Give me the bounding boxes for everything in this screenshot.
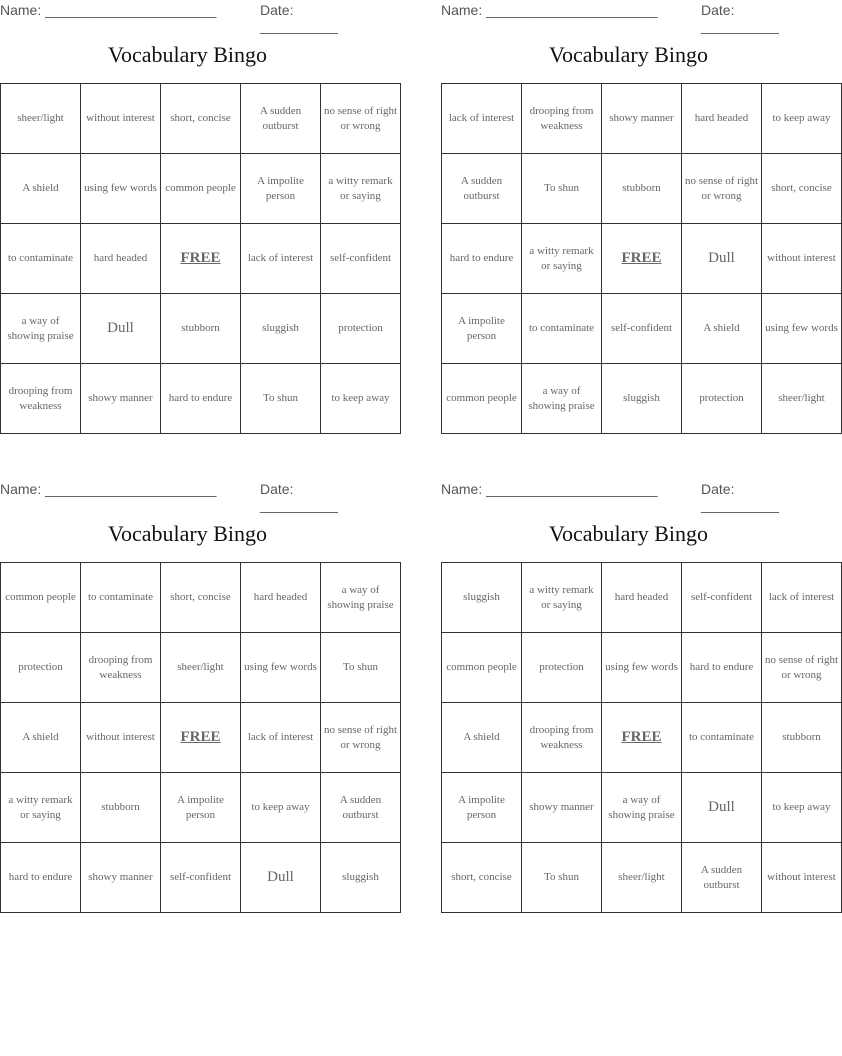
bingo-cell: no sense of right or wrong <box>321 703 401 773</box>
bingo-cell: sheer/light <box>161 633 241 703</box>
bingo-cell: stubborn <box>762 703 842 773</box>
bingo-row <box>1 294 401 364</box>
bingo-card-2 <box>441 0 838 412</box>
bingo-cell: lack of interest <box>442 84 522 154</box>
free-space-cell: FREE <box>602 224 682 294</box>
bingo-cell: hard headed <box>81 224 161 294</box>
bingo-cell: a witty remark or saying <box>321 154 401 224</box>
bingo-cell: To shun <box>241 364 321 434</box>
bingo-row <box>442 364 842 434</box>
card-header <box>441 0 816 34</box>
bingo-cell: A impolite person <box>161 773 241 843</box>
bingo-row <box>442 773 842 843</box>
bingo-row <box>442 703 842 773</box>
name-field-label: Name: ______________________ <box>0 481 217 497</box>
bingo-grid <box>441 562 842 913</box>
bingo-cell: Dull <box>241 843 321 913</box>
bingo-cell: hard to endure <box>442 224 522 294</box>
bingo-grid <box>0 83 401 434</box>
bingo-cell: A sudden outburst <box>241 84 321 154</box>
bingo-cell: A shield <box>1 154 81 224</box>
bingo-cell: a witty remark or saying <box>1 773 81 843</box>
name-field-label: Name: ______________________ <box>441 481 658 497</box>
card-header <box>441 479 816 513</box>
bingo-row <box>442 224 842 294</box>
bingo-cell: drooping from weakness <box>522 84 602 154</box>
bingo-cell: A impolite person <box>442 773 522 843</box>
bingo-cell: stubborn <box>602 154 682 224</box>
bingo-cell: To shun <box>522 154 602 224</box>
bingo-cell: without interest <box>81 84 161 154</box>
bingo-cell: short, concise <box>161 563 241 633</box>
bingo-cell: A impolite person <box>442 294 522 364</box>
bingo-cell: to contaminate <box>522 294 602 364</box>
bingo-cell: to contaminate <box>81 563 161 633</box>
bingo-cell: hard headed <box>602 563 682 633</box>
bingo-cell: A sudden outburst <box>682 843 762 913</box>
bingo-cell: protection <box>321 294 401 364</box>
bingo-row <box>442 154 842 224</box>
date-field-label: Date: __________ <box>701 481 779 513</box>
card-header <box>0 479 375 513</box>
bingo-cell: hard headed <box>241 563 321 633</box>
card-title: Vocabulary Bingo <box>107 521 268 546</box>
bingo-cell: a way of showing praise <box>1 294 81 364</box>
bingo-cell: sheer/light <box>602 843 682 913</box>
bingo-cell: a way of showing praise <box>522 364 602 434</box>
bingo-card-3 <box>0 479 397 885</box>
bingo-cell: protection <box>682 364 762 434</box>
bingo-cell: self-confident <box>602 294 682 364</box>
card-title: Vocabulary Bingo <box>548 42 709 67</box>
bingo-cell: hard to endure <box>161 364 241 434</box>
bingo-cell: sheer/light <box>1 84 81 154</box>
bingo-row <box>1 773 401 843</box>
bingo-cell: no sense of right or wrong <box>762 633 842 703</box>
bingo-cell: A shield <box>442 703 522 773</box>
bingo-cell: to keep away <box>762 84 842 154</box>
bingo-cell: To shun <box>522 843 602 913</box>
bingo-cell: without interest <box>762 843 842 913</box>
bingo-card-1 <box>0 0 397 412</box>
bingo-cell: without interest <box>762 224 842 294</box>
bingo-cell: Dull <box>682 773 762 843</box>
bingo-grid <box>0 562 401 913</box>
date-field-label: Date: __________ <box>260 481 338 513</box>
bingo-row <box>442 84 842 154</box>
bingo-cell: self-confident <box>682 563 762 633</box>
bingo-cell: short, concise <box>442 843 522 913</box>
bingo-cell: no sense of right or wrong <box>321 84 401 154</box>
bingo-cell: A shield <box>1 703 81 773</box>
bingo-cell: common people <box>442 633 522 703</box>
bingo-cell: Dull <box>81 294 161 364</box>
bingo-cell: a witty remark or saying <box>522 563 602 633</box>
bingo-cell: drooping from weakness <box>522 703 602 773</box>
bingo-cell: showy manner <box>81 364 161 434</box>
bingo-cell: showy manner <box>81 843 161 913</box>
bingo-cell: without interest <box>81 703 161 773</box>
date-field-label: Date: __________ <box>701 2 779 34</box>
bingo-row <box>442 563 842 633</box>
bingo-row <box>1 364 401 434</box>
bingo-cell: short, concise <box>762 154 842 224</box>
bingo-cell: short, concise <box>161 84 241 154</box>
bingo-cell: hard to endure <box>682 633 762 703</box>
card-title: Vocabulary Bingo <box>107 42 268 67</box>
bingo-cell: sluggish <box>442 563 522 633</box>
bingo-row <box>1 703 401 773</box>
card-title: Vocabulary Bingo <box>548 521 709 546</box>
bingo-row <box>442 633 842 703</box>
bingo-cell: sluggish <box>241 294 321 364</box>
bingo-cell: common people <box>161 154 241 224</box>
bingo-cell: sluggish <box>602 364 682 434</box>
bingo-cell: lack of interest <box>241 703 321 773</box>
bingo-cell: stubborn <box>161 294 241 364</box>
bingo-cell: protection <box>522 633 602 703</box>
bingo-cell: to keep away <box>241 773 321 843</box>
bingo-cell: to contaminate <box>1 224 81 294</box>
bingo-cell: lack of interest <box>241 224 321 294</box>
bingo-cell: a witty remark or saying <box>522 224 602 294</box>
bingo-cell: to keep away <box>762 773 842 843</box>
bingo-cell: A sudden outburst <box>321 773 401 843</box>
bingo-row <box>1 633 401 703</box>
bingo-cell: stubborn <box>81 773 161 843</box>
bingo-row <box>442 294 842 364</box>
bingo-cell: A sudden outburst <box>442 154 522 224</box>
bingo-cell: using few words <box>602 633 682 703</box>
bingo-cell: protection <box>1 633 81 703</box>
bingo-cell: using few words <box>762 294 842 364</box>
bingo-row <box>442 843 842 913</box>
bingo-cell: showy manner <box>602 84 682 154</box>
date-field-label: Date: __________ <box>260 2 338 34</box>
free-space-cell: FREE <box>161 224 241 294</box>
bingo-cell: sluggish <box>321 843 401 913</box>
free-space-cell: FREE <box>161 703 241 773</box>
bingo-cell: A impolite person <box>241 154 321 224</box>
bingo-cell: to contaminate <box>682 703 762 773</box>
bingo-cell: to keep away <box>321 364 401 434</box>
bingo-row <box>1 84 401 154</box>
free-space-cell: FREE <box>602 703 682 773</box>
name-field-label: Name: ______________________ <box>0 2 217 18</box>
bingo-cell: hard to endure <box>1 843 81 913</box>
bingo-card-4 <box>441 479 838 891</box>
bingo-cell: a way of showing praise <box>602 773 682 843</box>
bingo-cell: lack of interest <box>762 563 842 633</box>
bingo-cell: self-confident <box>321 224 401 294</box>
bingo-cell: To shun <box>321 633 401 703</box>
bingo-cell: hard headed <box>682 84 762 154</box>
bingo-row <box>1 563 401 633</box>
bingo-cell: common people <box>442 364 522 434</box>
card-header <box>0 0 375 34</box>
bingo-cell: common people <box>1 563 81 633</box>
bingo-cell: a way of showing praise <box>321 563 401 633</box>
bingo-row <box>1 843 401 913</box>
bingo-cell: using few words <box>241 633 321 703</box>
bingo-row <box>1 154 401 224</box>
name-field-label: Name: ______________________ <box>441 2 658 18</box>
bingo-cell: A shield <box>682 294 762 364</box>
bingo-cell: self-confident <box>161 843 241 913</box>
bingo-grid <box>441 83 842 434</box>
bingo-cell: showy manner <box>522 773 602 843</box>
bingo-cell: drooping from weakness <box>1 364 81 434</box>
bingo-cell: using few words <box>81 154 161 224</box>
bingo-cell: drooping from weakness <box>81 633 161 703</box>
bingo-cell: Dull <box>682 224 762 294</box>
bingo-cell: no sense of right or wrong <box>682 154 762 224</box>
bingo-row <box>1 224 401 294</box>
bingo-cell: sheer/light <box>762 364 842 434</box>
